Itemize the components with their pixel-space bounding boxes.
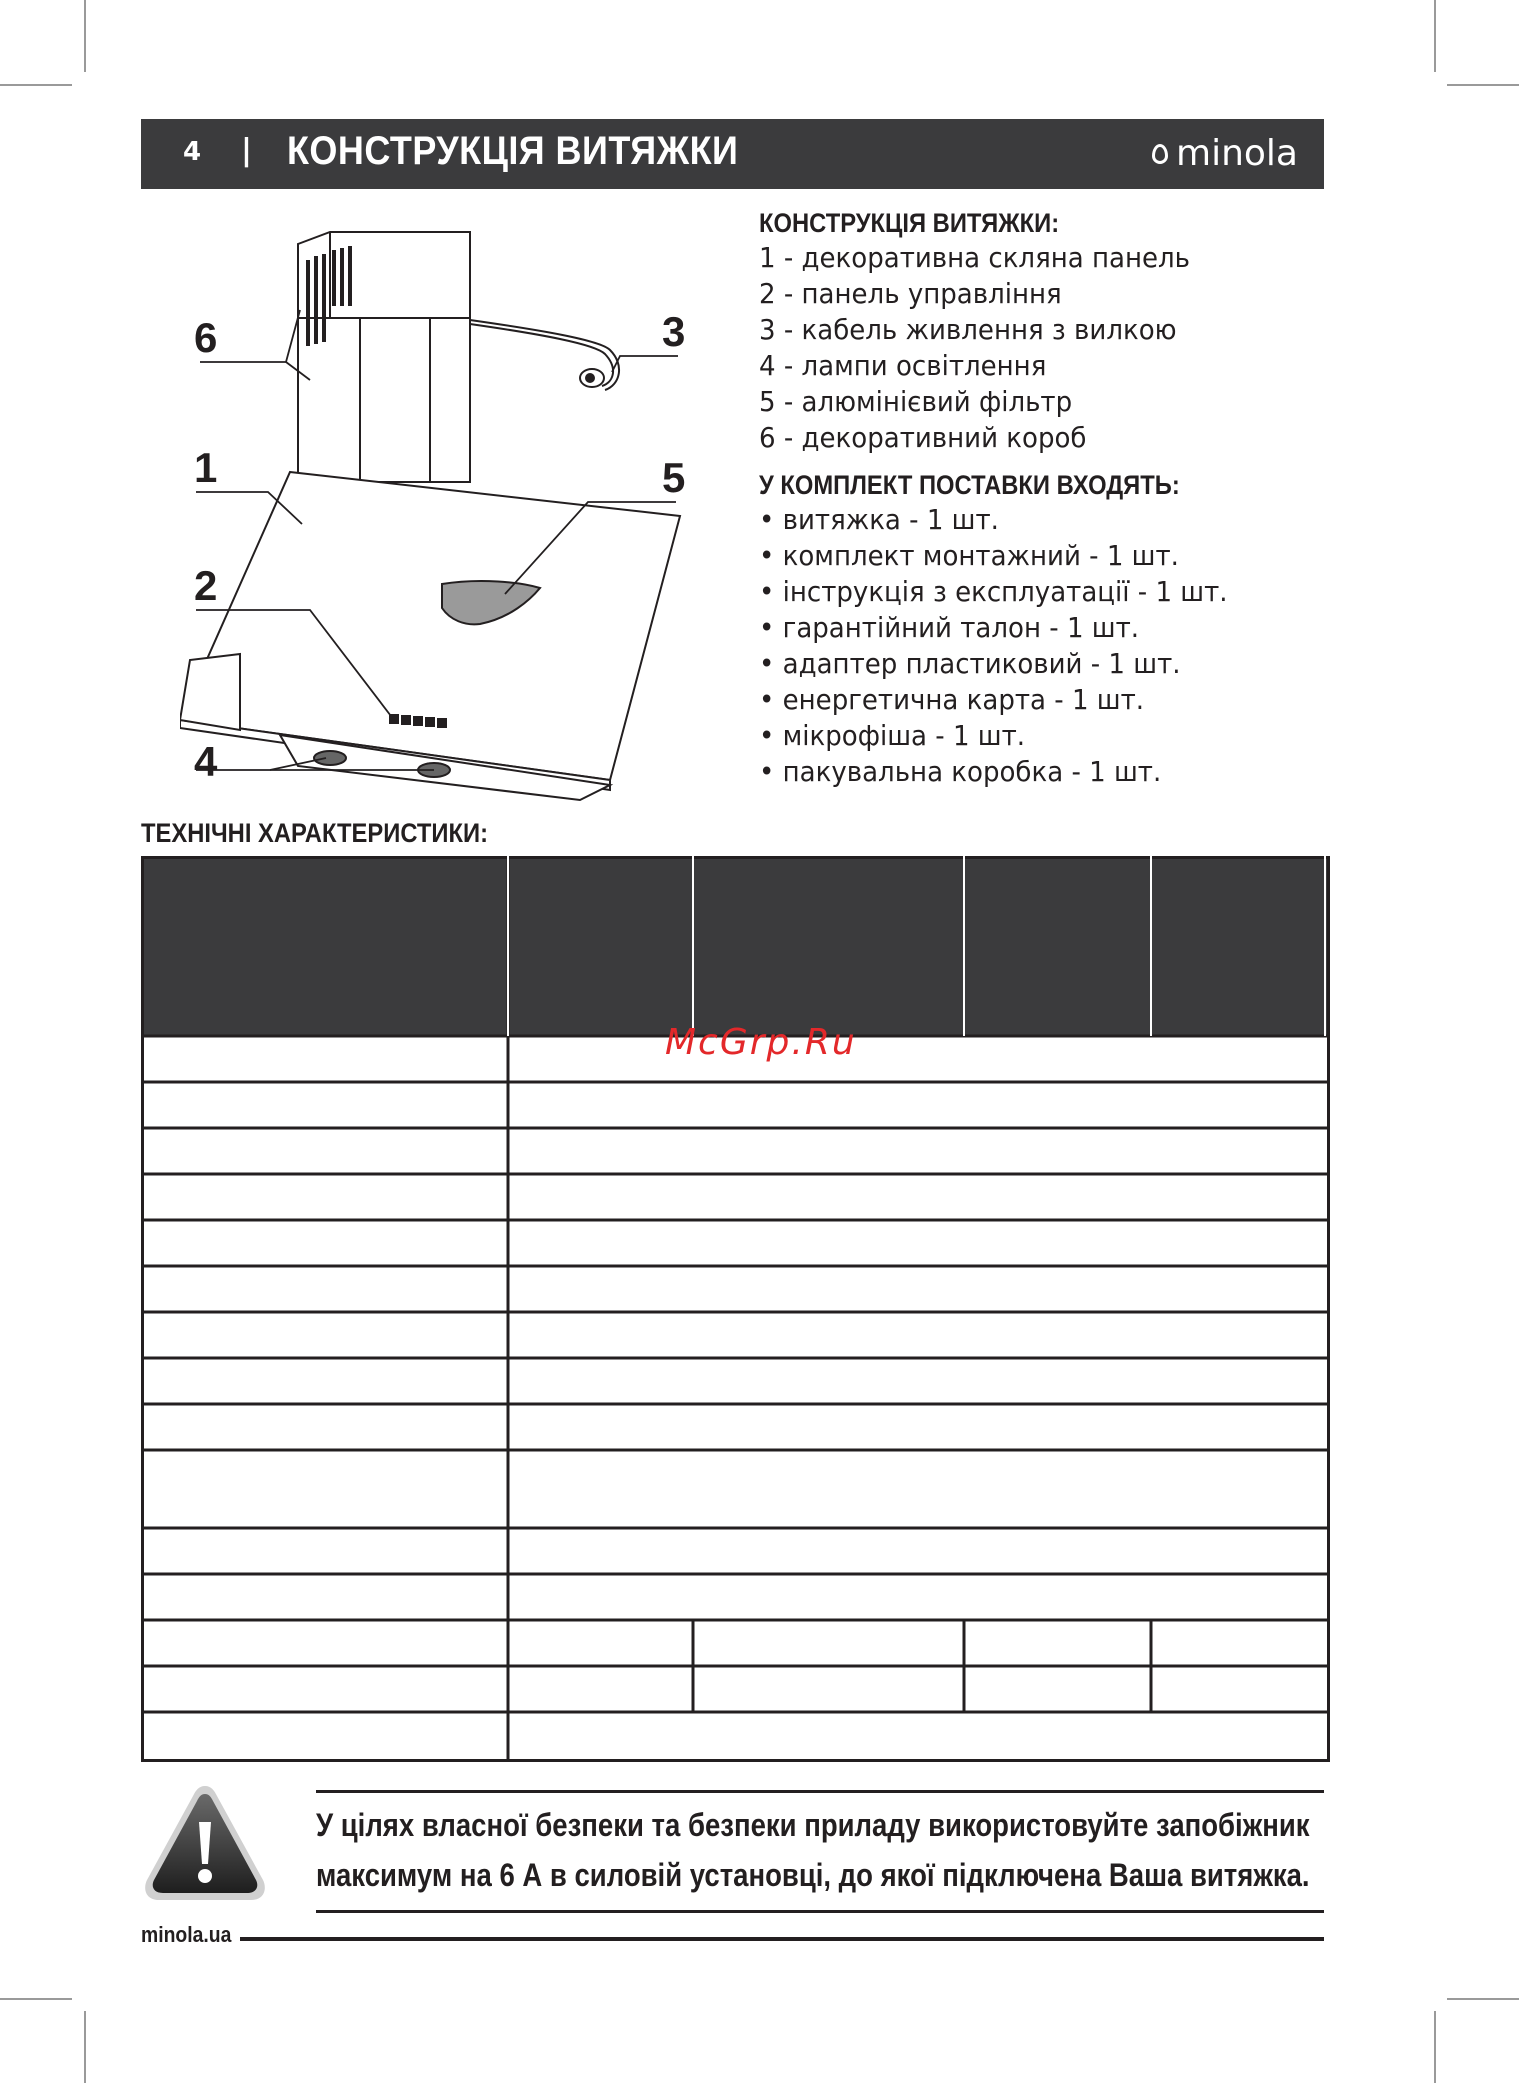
spec-table: [141, 856, 1330, 1762]
page-header: [141, 119, 1324, 189]
crop-mark: [0, 84, 72, 86]
callout-label: 3: [662, 308, 686, 355]
list-item: 2 - панель управління: [759, 277, 1062, 310]
list-item: • гарантійний талон - 1 шт.: [759, 611, 1140, 644]
footer-website: minola.ua: [141, 1922, 232, 1947]
callout-label: 4: [194, 738, 218, 785]
construction-list: [759, 240, 1319, 456]
list-item: • інструкція з експлуатації - 1 шт.: [759, 575, 1228, 608]
list-item: 1 - декоративна скляна панель: [759, 241, 1191, 274]
list-item: 3 - кабель живлення з вилкою: [759, 313, 1177, 346]
list-item: • енергетична карта - 1 шт.: [759, 683, 1145, 716]
tech-specs-title: ТЕХНІЧНІ ХАРАКТЕРИСТИКИ:: [141, 818, 488, 848]
page-number: 4: [183, 137, 202, 167]
footer-divider: [240, 1937, 1324, 1941]
glass-panel-drawing: [180, 472, 680, 790]
drop-logo-icon: [1152, 144, 1168, 164]
construction-section: [759, 206, 1319, 790]
brand-logo-text: minola: [1176, 133, 1298, 174]
watermark-text: McGrp.Ru: [665, 1022, 857, 1063]
warning-icon: [141, 1782, 269, 1906]
divider: [316, 1910, 1324, 1913]
callout-label: 2: [194, 562, 218, 609]
package-title: У КОМПЛЕКТ ПОСТАВКИ ВХОДЯТЬ:: [759, 470, 1180, 500]
list-item: 5 - алюмінієвий фільтр: [759, 385, 1073, 418]
page-title: КОНСТРУКЦІЯ ВИТЯЖКИ: [287, 129, 739, 173]
list-item: • комплект монтажний - 1 шт.: [759, 539, 1179, 572]
list-item: • мікрофіша - 1 шт.: [759, 719, 1026, 752]
callout-label: 1: [194, 444, 218, 491]
list-item: 6 - декоративний короб: [759, 421, 1087, 454]
header-separator: |: [241, 133, 252, 168]
crop-mark: [0, 1998, 72, 2000]
construction-title: КОНСТРУКЦІЯ ВИТЯЖКИ:: [759, 208, 1060, 238]
list-item: • пакувальна коробка - 1 шт.: [759, 755, 1162, 788]
list-item: • витяжка - 1 шт.: [759, 503, 999, 536]
crop-mark: [1434, 2011, 1436, 2083]
crop-mark: [84, 0, 86, 72]
warning-line: максимум на 6 А в силовій установці, до якої підключена Ваша витяжка.: [316, 1857, 1310, 1893]
crop-mark: [1434, 0, 1436, 72]
crop-mark: [84, 2011, 86, 2083]
divider: [316, 1790, 1324, 1793]
brand-logo: [1152, 133, 1298, 174]
crop-mark: [1447, 1998, 1519, 2000]
hood-diagram: [180, 210, 710, 810]
list-item: • адаптер пластиковий - 1 шт.: [759, 647, 1181, 680]
crop-mark: [1447, 84, 1519, 86]
decorative-box-drawing: [298, 232, 470, 482]
package-list: [759, 502, 1319, 790]
callout-label: 5: [662, 454, 686, 501]
callout-label: 6: [194, 314, 218, 361]
warning-line: У цілях власної безпеки та безпеки приладу використовуйте запобіжник: [316, 1807, 1310, 1843]
list-item: 4 - лампи освітлення: [759, 349, 1047, 382]
power-cable-drawing: [470, 320, 619, 390]
safety-warning: [316, 1800, 1310, 1900]
